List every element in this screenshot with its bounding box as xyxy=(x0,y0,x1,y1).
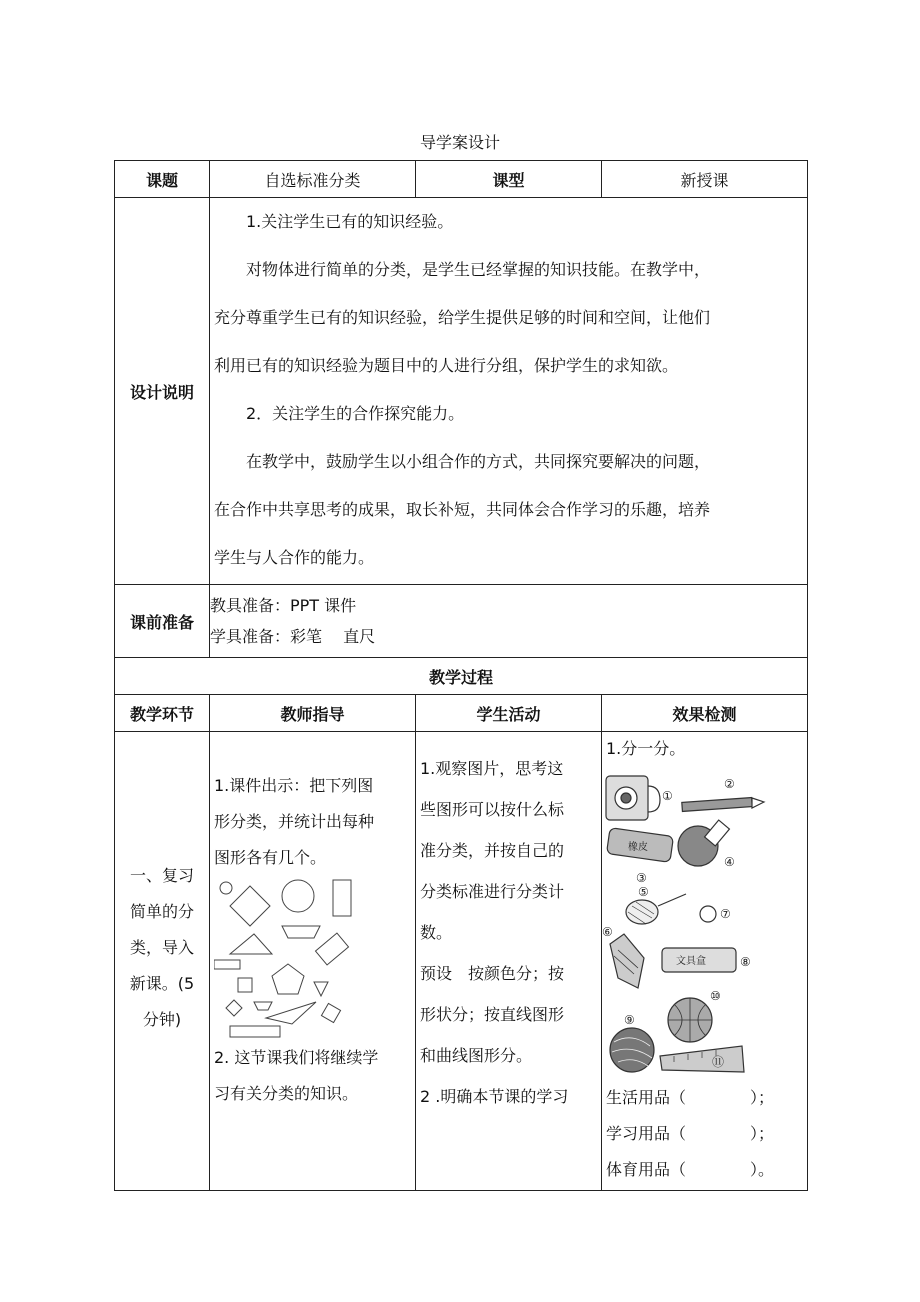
yarn-ball-icon xyxy=(610,1028,654,1072)
topic-value: 自选标准分类 xyxy=(210,161,416,198)
label-1: ① xyxy=(662,789,673,803)
teacher-line: 1.课件出示：把下列图 xyxy=(214,776,374,795)
eraser-text: 橡皮 xyxy=(628,842,648,853)
student-prep: 学具准备：彩笔 直尺 xyxy=(210,627,376,646)
student-line: 预设 按颜色分；按 xyxy=(420,964,565,983)
square-diamond-shape xyxy=(230,886,270,926)
label-5: ⑤ xyxy=(638,885,649,899)
label-4: ④ xyxy=(724,855,735,869)
basketball-icon xyxy=(668,998,712,1042)
document-title: 导学案设计 xyxy=(419,133,500,152)
student-line: 1.观察图片，思考这 xyxy=(420,759,564,778)
check-title: 1.分一分。 xyxy=(606,739,686,758)
check-line: 生活用品（ ）； xyxy=(606,1088,775,1107)
student-line: 和曲线图形分。 xyxy=(420,1046,533,1065)
racket-icon xyxy=(626,894,686,924)
design-point1-title: 1.关注学生已有的知识经验。 xyxy=(246,212,454,231)
pencil-case-text: 文具盒 xyxy=(676,956,706,967)
tall-rectangle-shape xyxy=(333,880,351,916)
mug-icon xyxy=(606,776,660,820)
teacher-line: 形分类，并统计出每种 xyxy=(214,812,375,831)
tiny-square-shape xyxy=(321,1003,340,1022)
eraser-icon xyxy=(607,828,674,863)
design-point2-line: 学生与人合作的能力。 xyxy=(214,548,375,567)
geometry-shapes-figure xyxy=(214,878,354,1038)
stage-line: 新课。(5 xyxy=(129,974,195,993)
long-triangle-shape xyxy=(266,1002,316,1024)
pentagon-shape xyxy=(272,964,304,994)
small-triangle-shape xyxy=(314,982,328,996)
label-10: ⑩ xyxy=(710,989,721,1003)
stage-line: 类，导入 xyxy=(129,938,194,957)
items-picture xyxy=(602,766,806,1080)
stage-line: 分钟) xyxy=(142,1010,182,1029)
design-point2-title: 2．关注学生的合作探究能力。 xyxy=(246,404,465,423)
stage-line: 简单的分 xyxy=(129,902,194,921)
check-line: 体育用品（ ）。 xyxy=(606,1160,775,1179)
student-line: 分类标准进行分类计 xyxy=(420,882,565,901)
student-cell xyxy=(416,732,602,1191)
stage-line: 一、复习 xyxy=(129,866,194,885)
teacher-line: 2. 这节课我们将继续学 xyxy=(214,1048,379,1067)
student-line: 形状分；按直线图形 xyxy=(420,1005,565,1024)
check-line: 学习用品（ ）； xyxy=(606,1124,775,1143)
col-teacher-header: 教师指导 xyxy=(210,695,416,732)
student-line: 准分类，并按自己的 xyxy=(420,841,565,860)
col-check-header: 效果检测 xyxy=(602,695,808,732)
col-student-header: 学生活动 xyxy=(416,695,602,732)
thin-rectangle-shape xyxy=(214,960,240,969)
label-2: ② xyxy=(724,777,735,791)
triangle-shape xyxy=(230,934,272,954)
teacher-line: 习有关分类的知识。 xyxy=(214,1084,359,1103)
teacher-prep: 教具准备：PPT 课件 xyxy=(210,596,357,615)
pencil-case-icon xyxy=(662,948,736,972)
design-point1-line: 对物体进行简单的分类，是学生已经掌握的知识技能。在教学中， xyxy=(246,260,711,279)
student-line: 些图形可以按什么标 xyxy=(420,800,565,819)
small-diamond-shape xyxy=(226,1000,242,1016)
trapezoid-shape xyxy=(282,926,320,938)
paddle-icon xyxy=(678,820,729,866)
design-point1-line: 充分尊重学生已有的知识经验，给学生提供足够的时间和空间，让他们 xyxy=(214,308,711,327)
label-3: ③ xyxy=(636,871,647,885)
label-7: ⑦ xyxy=(720,907,731,921)
design-point2-line: 在教学中，鼓励学生以小组合作的方式，共同探究要解决的问题， xyxy=(246,452,711,471)
label-11: ⑪ xyxy=(712,1055,725,1069)
small-square-shape xyxy=(238,978,252,992)
teacher-cell xyxy=(210,732,416,1191)
label-9: ⑨ xyxy=(624,1013,635,1027)
pencil-icon xyxy=(682,798,764,812)
prep-content xyxy=(210,585,808,658)
lesson-plan-table xyxy=(114,160,808,1191)
teacher-line: 图形各有几个。 xyxy=(214,848,327,867)
process-title: 教学过程 xyxy=(115,658,808,695)
type-label: 课型 xyxy=(416,161,602,198)
student-line: 数。 xyxy=(420,923,453,942)
ball-icon xyxy=(700,906,716,922)
design-label: 设计说明 xyxy=(115,198,210,585)
label-6: ⑥ xyxy=(602,925,613,939)
check-cell xyxy=(602,732,808,1191)
design-point1-line: 利用已有的知识经验为题目中的人进行分组，保护学生的求知欲。 xyxy=(214,356,679,375)
design-point2-line: 在合作中共享思考的成果，取长补短，共同体会合作学习的乐趣，培养 xyxy=(214,500,711,519)
towel-icon xyxy=(610,934,644,988)
large-circle-shape xyxy=(282,880,314,912)
prep-label: 课前准备 xyxy=(115,585,210,658)
long-rectangle-shape xyxy=(230,1026,280,1037)
label-8: ⑧ xyxy=(740,955,751,969)
ruler-icon xyxy=(660,1046,744,1072)
type-value: 新授课 xyxy=(602,161,808,198)
student-line: 2 .明确本节课的学习 xyxy=(420,1087,569,1106)
small-trapezoid-shape xyxy=(254,1002,272,1010)
col-stage-header: 教学环节 xyxy=(115,695,210,732)
stage-cell xyxy=(115,732,210,1191)
topic-label: 课题 xyxy=(115,161,210,198)
slanted-rectangle-shape xyxy=(315,933,348,965)
design-content xyxy=(210,198,808,585)
small-circle-shape xyxy=(220,882,232,894)
